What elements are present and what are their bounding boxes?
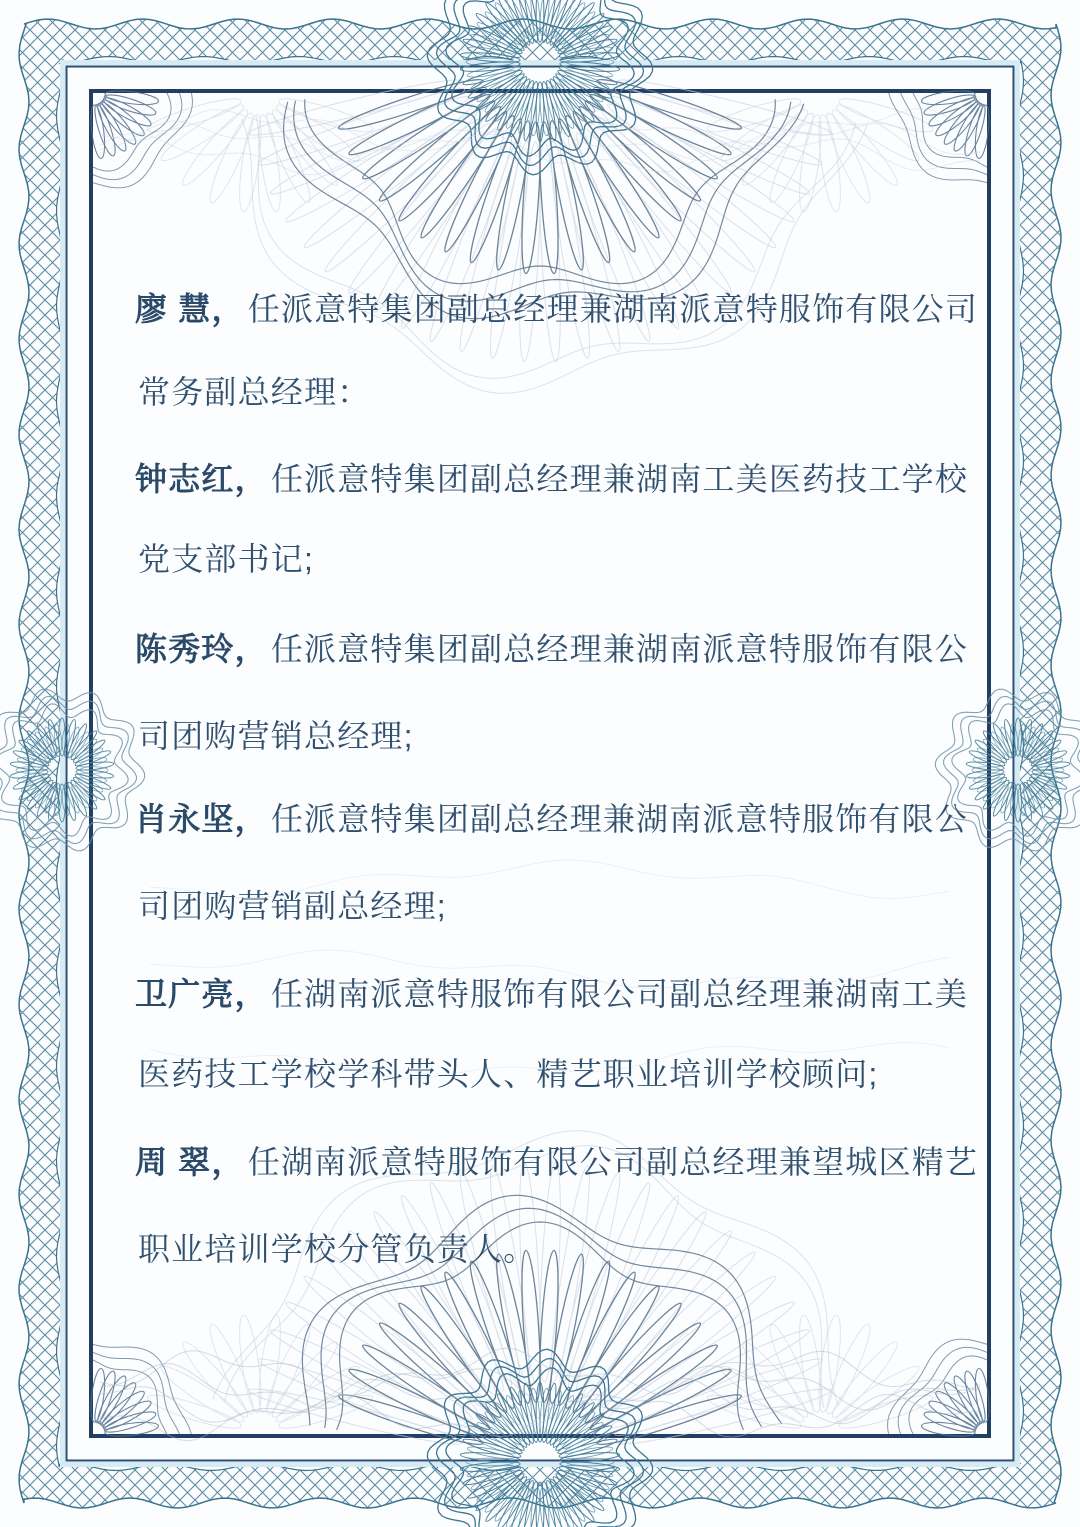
appointment-text: 任湖南派意特服饰有限公司副总经理兼望城区精艺 [247,1144,979,1180]
entry-line [135,1055,985,1093]
entry-line [135,975,985,1013]
appointment-text: 党支部书记; [138,541,315,577]
entry-line [135,373,985,411]
entry-line [135,1143,985,1181]
entry-line [135,887,985,925]
appointment-text: 常务副总经理： [138,374,371,410]
person-name: 钟志红， [135,461,268,497]
appointment-text: 司团购营销副总经理; [138,888,447,924]
appointment-text: 任派意特集团副总经理兼湖南工美医药技工学校 [270,461,969,497]
appointment-text: 司团购营销总经理; [138,718,414,754]
entry-line [135,460,985,498]
person-name: 廖 慧， [135,291,245,327]
entry-line [135,717,985,755]
appointment-text: 任派意特集团副总经理兼湖南派意特服饰有限公 [270,801,969,837]
appointment-text: 职业培训学校分管负责人。 [138,1231,537,1267]
person-name: 陈秀玲， [135,631,268,667]
entry-line [135,800,985,838]
appointment-text: 任派意特集团副总经理兼湖南派意特服饰有限公司 [247,291,979,327]
entry-line [135,540,985,578]
appointment-text: 医药技工学校学科带头人、精艺职业培训学校顾问; [138,1056,879,1092]
person-name: 肖永坚， [135,801,268,837]
entry-line [135,630,985,668]
person-name: 周 翠， [135,1144,245,1180]
person-name: 卫广亮， [135,976,268,1012]
appointment-text: 任湖南派意特服饰有限公司副总经理兼湖南工美 [270,976,969,1012]
entry-line [135,290,985,328]
appointment-text: 任派意特集团副总经理兼湖南派意特服饰有限公 [270,631,969,667]
entry-line [135,1230,985,1268]
